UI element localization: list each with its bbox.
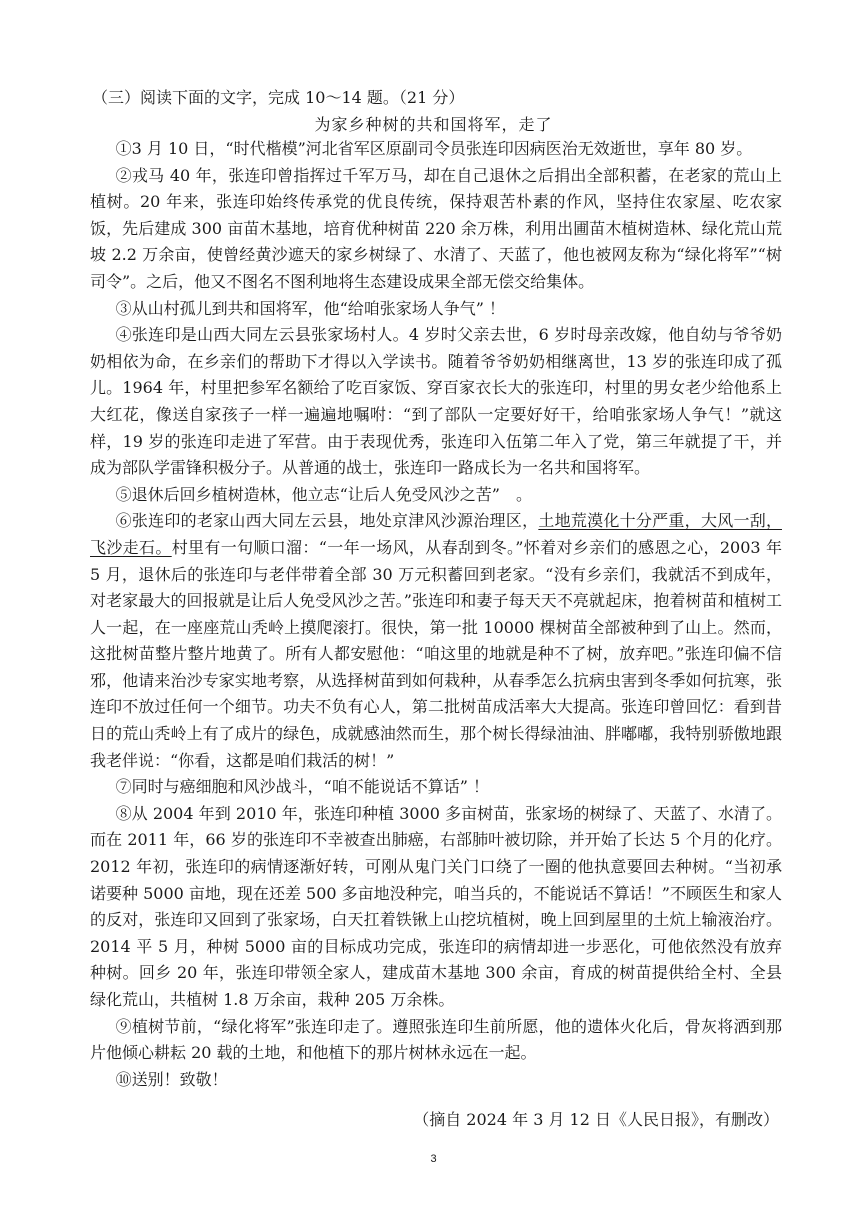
section-heading: （三）阅读下面的文字，完成 10～14 题。（21 分） [92, 88, 465, 107]
paragraph-10: ⑩送别！致敬！ [115, 1069, 228, 1089]
paragraph-6-lead: ⑥张连印的老家山西大同左云县，地处京津风沙源治理区， [115, 511, 539, 531]
paragraph-1: ①3 月 10 日，“时代楷模”河北省军区原副司令员张连印因病医治无效逝世，享年 80 岁。 [115, 139, 753, 158]
paragraph-8: ⑧从 2004 年到 2010 年，张连印种植 3000 多亩树苗，张家场的树绿了、天蓝了、水清了。而在 2011 年，66 岁的张连印不幸被查出肺癌，右部肺叶被切除，并开始了长达 5 个月的化疗。2012 年初，张连印的病情逐渐好转，可刚从鬼门关门口绕了一圈的他执意要回去种树。“当初承诺要种 5000 亩地，现在还差 500 多亩地没种完，咱当兵的，不能说话不算话！”不顾医生和家人的反对，张连印又回到了张家场，白天扛着铁锹上山挖坑植树，晚上回到屋里的土炕上输液治疗。2014 平 5 月，种树 5000 亩的目标成功完成，张连印的病情却进一步恶化，可他依然没有放弃种树。回乡 20 年，张连印带领全家人，建成苗木基地 300 余亩，育成的树苗提供给全村、全县绿化荒山，共植树 1.8 万余亩，栽种 205 万余株。 [90, 803, 782, 1009]
article-body [90, 136, 782, 1093]
paragraph-6-rest: 村里有一句顺口溜：“一年一场风，从春刮到冬。”怀着对乡亲们的感恩之心，2003 年 5 月，退休后的张连印与老伴带着全部 30 万元积蓄回到老家。“没有乡亲们，我就活不到成年，对老家最大的回报就是让后人免受风沙之苦。”张连印和妻子每天天不亮就起床，抱着树苗和植树工人一起，在一座座荒山秃岭上摸爬滚打。很快，第一批 10000 棵树苗全部被种到了山上。然而，这批树苗整片整片地黄了。所有人都安慰他：“咱这里的地就是种不了树，放弃吧。”张连印偏不信邪，他请来治沙专家实地考察，从选择树苗到如何栽种，从春季怎么抗病虫害到冬季如何抗寒，张连印不放过任何一个细节。功夫不负有心人，第二批树苗成活率大大提高。张连印曾回忆：看到昔日的荒山秃岭上有了成片的绿色，成就感油然而生，那个树长得绿油油、胖嘟嘟，我特别骄傲地跟我老伴说：“你看，这都是咱们栽活的树！” [90, 537, 782, 770]
paragraph-5: ⑤退休后回乡植树造林，他立志“让后人免受风沙之苦” 。 [115, 484, 532, 504]
paragraph-4: ④张连印是山西大同左云县张家场村人。4 岁时父亲去世，6 岁时母亲改嫁，他自幼与爷爷奶奶相依为命，在乡亲们的帮助下才得以入学读书。随着爷爷奶奶相继离世，13 岁的张连印成了孤儿。1964 年，村里把参军名额给了吃百家饭、穿百家衣长大的张连印，村里的男女老少给他系上大红花，像送自家孩子一样一遍遍地嘱咐：“到了部队一定要好好干，给咱张家场人争气！”就这样，19 岁的张连印走进了军营。由于表现优秀，张连印入伍第二年入了党，第三年就提了干，并成为部队学雷锋积极分子。从普通的战士，张连印一路成长为一名共和国将军。 [90, 325, 782, 478]
source-citation: （摘自 2024 年 3 月 12 日《人民日报》，有删改） [413, 1110, 779, 1129]
paragraph-2: ②戎马 40 年，张连印曾指挥过千军万马，却在自己退休之后捐出全部积蓄，在老家的荒山上植树。20 年来，张连印始终传承党的优良传统，保持艰苦朴素的作风，坚持住农家屋、吃农家饭，先后建成 300 亩苗木基地，培育优种树苗 220 余万株，利用出圃苗木植树造林、绿化荒山荒坡 2.2 万余亩，使曾经黄沙遮天的家乡树绿了、水清了、天蓝了，他也被网友称为“绿化将军”“树司令”。之后，他又不图名不图利地将生态建设成果全部无偿交给集体。 [90, 165, 782, 291]
paragraph-9: ⑨植树节前，“绿化将军”张连印走了。遵照张连印生前所愿，他的遗体火化后，骨灰将洒到那片他倾心耕耘 20 载的土地，和他植下的那片树林永远在一起。 [90, 1016, 782, 1063]
paragraph-7: ⑦同时与癌细胞和风沙战斗，“咱不能说话不算话” ！ [115, 777, 490, 797]
paragraph-3: ③从山村孤儿到共和国将军，他“给咱张家场人争气” ！ [115, 298, 506, 318]
paragraph-6 [90, 508, 782, 774]
underlined-sentence: 土地荒漠化十分严重，大风一刮，飞沙走石。 [90, 511, 782, 557]
article-title: 为家乡种树的共和国将军，走了 [314, 115, 553, 134]
page-number: 3 [430, 1153, 437, 1165]
